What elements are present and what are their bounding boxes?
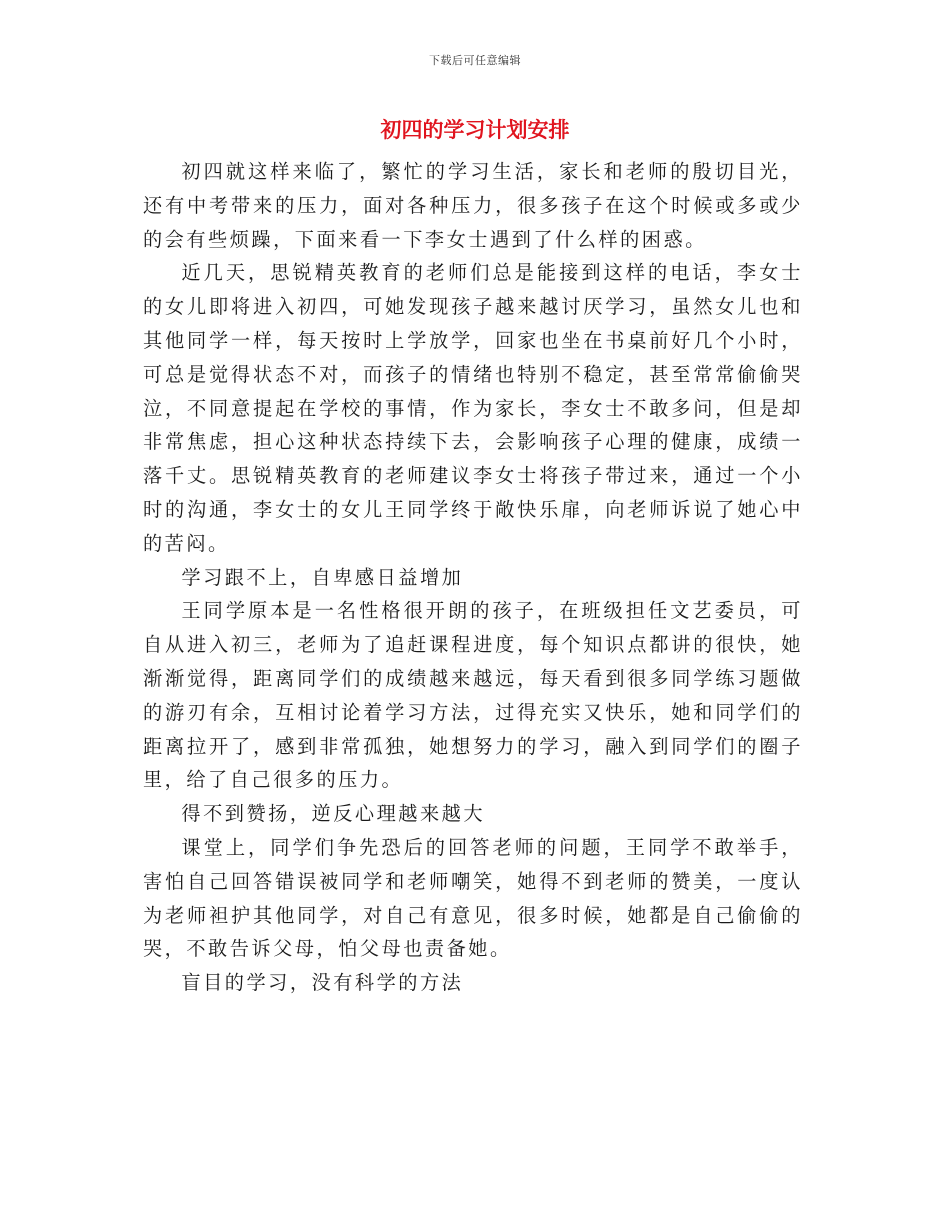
section-heading-rebellion: 得不到赞扬，逆反心理越来越大 <box>181 802 486 826</box>
paragraph-rebellion: 课堂上，同学们争先恐后的回答老师的问题，王同学不敢举手，害怕自己回答错误被同学和老师嘲笑，她得不到老师的赞美，一度认为老师袒护其他同学，对自己有意见，很多时候，她都是自己偷偷的哭，不敢告诉父母，怕父母也责备她。 <box>143 835 803 961</box>
document-body <box>143 155 803 1000</box>
document-title: 初四的学习计划安排 <box>380 118 570 142</box>
paragraph-intro: 初四就这样来临了，繁忙的学习生活，家长和老师的殷切目光，还有中考带来的压力，面对各种压力，很多孩子在这个时候或多或少的会有些烦躁，下面来看一下李女士遇到了什么样的困惑。 <box>143 160 803 251</box>
paragraph-inferiority: 王同学原本是一名性格很开朗的孩子，在班级担任文艺委员，可自从进入初三，老师为了追赶课程进度，每个知识点都讲的很快，她渐渐觉得，距离同学们的成绩越来越远，每天看到很多同学练习题做的游刃有余，互相讨论着学习方法，过得充实又快乐，她和同学们的距离拉开了，感到非常孤独，她想努力的学习，融入到同学们的圈子里，给了自己很多的压力。 <box>143 599 803 792</box>
section-heading-inferiority: 学习跟不上，自卑感日益增加 <box>181 565 464 589</box>
section-heading-method: 盲目的学习，没有科学的方法 <box>181 971 464 995</box>
paragraph-story: 近几天，思锐精英教育的老师们总是能接到这样的电话，李女士的女儿即将进入初四，可她发现孩子越来越讨厌学习，虽然女儿也和其他同学一样，每天按时上学放学，回家也坐在书桌前好几个小时，可总是觉得状态不对，而孩子的情绪也特别不稳定，甚至常常偷偷哭泣，不同意提起在学校的事情，作为家长，李女士不敢多问，但是却非常焦虑，担心这种状态持续下去，会影响孩子心理的健康，成绩一落千丈。思锐精英教育的老师建议李女士将孩子带过来，通过一个小时的沟通，李女士的女儿王同学终于敞快乐扉，向老师诉说了她心中的苦闷。 <box>143 261 803 555</box>
header-note: 下载后可任意编辑 <box>429 54 521 67</box>
